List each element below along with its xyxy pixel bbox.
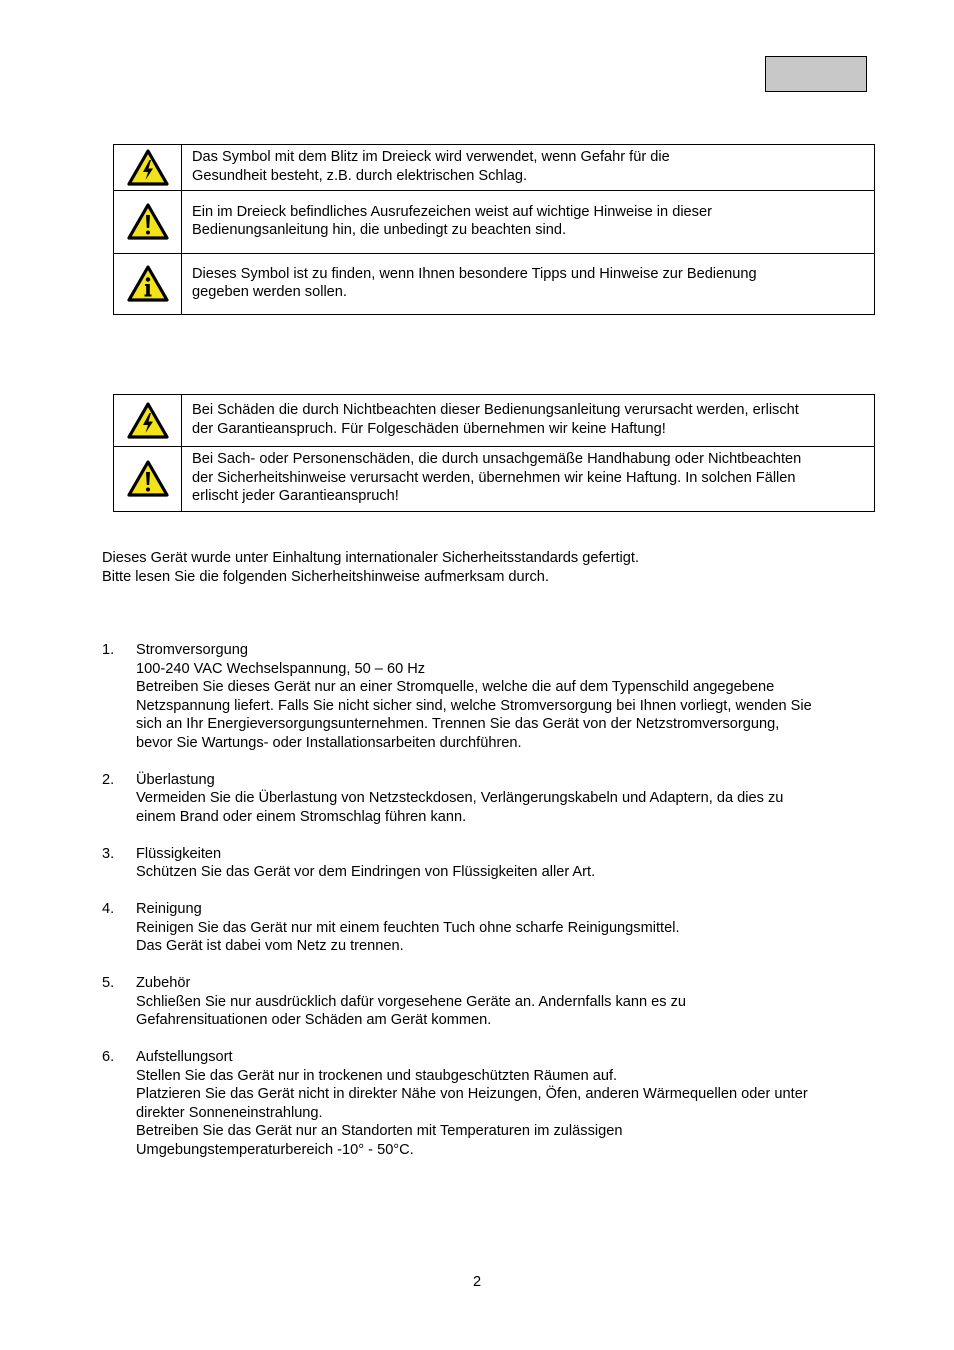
item-line: Das Gerät ist dabei vom Netz zu trennen. (136, 938, 404, 954)
item-title: Überlastung (136, 771, 215, 788)
item-line: direkter Sonneneinstrahlung. (136, 1104, 323, 1121)
item-title: Zubehör (136, 975, 191, 991)
item-line: Schließen Sie nur ausdrücklich dafür vorgesehene Geräte an. Andernfalls kann es zu (136, 993, 687, 1010)
item-line: sich an Ihr Energieversorgungsunternehmen. Trennen Sie das Gerät von der Netzstromversorgung, (136, 716, 780, 732)
item-title: Aufstellungsort (136, 1049, 233, 1065)
item-line: Platzieren Sie das Gerät nicht in direkter Nähe von Heizungen, Öfen, anderen Wärmequellen oder unter (136, 1086, 808, 1102)
item-line: Reinigen Sie das Gerät nur mit einem feuchten Tuch ohne scharfe Reinigungsmittel. (136, 919, 680, 936)
description-cell (182, 395, 875, 447)
warranty-row (114, 447, 875, 512)
page-number: 2 (472, 1274, 482, 1290)
language-tab-box (765, 56, 867, 92)
exclamation-warning-icon (114, 460, 181, 498)
warranty-table (113, 394, 875, 512)
safety-item (102, 771, 892, 827)
lightning-warning-icon (114, 149, 181, 187)
safety-item (102, 641, 892, 752)
description-line: Bedienungsanleitung hin, die unbedingt zu beachten sind. (192, 222, 567, 238)
description-line: gegeben werden sollen. (192, 284, 347, 300)
item-line: bevor Sie Wartungs- oder Installationsarbeiten durchführen. (136, 734, 522, 751)
item-line: einem Brand oder einem Stromschlag führen kann. (136, 808, 467, 825)
item-line: Netzspannung liefert. Falls Sie nicht sicher sind, welche Stromversorgung bei Ihnen vorliegt, wenden Sie (136, 697, 812, 714)
item-line: Stellen Sie das Gerät nur in trockenen und staubgeschützten Räumen auf. (136, 1067, 618, 1084)
item-number: 5. (102, 975, 115, 991)
description-line: Ein im Dreieck befindliches Ausrufezeichen weist auf wichtige Hinweise in dieser (192, 203, 712, 220)
symbol-cell (114, 145, 182, 191)
safety-item (102, 845, 892, 882)
item-line: Umgebungstemperaturbereich -10° - 50°C. (136, 1141, 414, 1158)
safety-item (102, 900, 892, 956)
item-number: 3. (102, 845, 115, 862)
exclamation-warning-icon (114, 203, 181, 241)
item-number: 4. (102, 901, 115, 917)
symbol-row (114, 254, 875, 315)
symbol-cell (114, 191, 182, 254)
safety-item (102, 1048, 892, 1159)
description-line: Bei Sach- oder Personenschäden, die durch unsachgemäße Handhabung oder Nichtbeachten (192, 451, 802, 468)
description-line: der Garantieanspruch. Für Folgeschäden übernehmen wir keine Haftung! (192, 420, 666, 437)
item-number: 2. (102, 771, 115, 788)
info-warning-icon (114, 265, 181, 303)
description-line: erlischt jeder Garantieanspruch! (192, 488, 399, 505)
intro-line: Bitte lesen Sie die folgenden Sicherheitshinweise aufmerksam durch. (102, 568, 549, 585)
intro-text (102, 549, 882, 586)
description-line: der Sicherheitshinweise verursacht werden, übernehmen wir keine Haftung. In solchen Fällen (192, 469, 796, 486)
item-line: Vermeiden Sie die Überlastung von Netzsteckdosen, Verlängerungskabeln und Adaptern, da dies zu (136, 790, 784, 806)
symbols-table (113, 144, 875, 315)
symbol-cell (114, 254, 182, 315)
item-line: Betreiben Sie dieses Gerät nur an einer Stromquelle, welche die auf dem Typenschild angegebene (136, 679, 775, 695)
item-title: Reinigung (136, 901, 202, 917)
description-line: Gesundheit besteht, z.B. durch elektrischen Schlag. (192, 167, 528, 184)
description-line: Dieses Symbol ist zu finden, wenn Ihnen besondere Tipps und Hinweise zur Bedienung (192, 265, 757, 282)
lightning-warning-icon (114, 402, 181, 440)
item-line: Schützen Sie das Gerät vor dem Eindringen von Flüssigkeiten aller Art. (136, 864, 596, 880)
symbol-cell (114, 447, 182, 512)
item-line: Betreiben Sie das Gerät nur an Standorten mit Temperaturen im zulässigen (136, 1123, 623, 1139)
description-line: Bei Schäden die durch Nichtbeachten dieser Bedienungsanleitung verursacht werden, erlischt (192, 402, 799, 418)
symbol-row (114, 191, 875, 254)
safety-item (102, 974, 892, 1030)
item-number: 1. (102, 642, 115, 658)
symbol-cell (114, 395, 182, 447)
description-cell (182, 254, 875, 315)
item-line: 100-240 VAC Wechselspannung, 50 – 60 Hz (136, 660, 426, 677)
item-line: Gefahrensituationen oder Schäden am Gerät kommen. (136, 1012, 492, 1028)
warranty-row (114, 395, 875, 447)
item-number: 6. (102, 1049, 115, 1065)
safety-instructions-list (102, 641, 892, 1178)
intro-line: Dieses Gerät wurde unter Einhaltung internationaler Sicherheitsstandards gefertigt. (102, 550, 640, 566)
item-title: Flüssigkeiten (136, 845, 222, 862)
item-title: Stromversorgung (136, 642, 248, 658)
description-cell (182, 191, 875, 254)
description-cell (182, 145, 875, 191)
description-cell (182, 447, 875, 512)
symbol-row (114, 145, 875, 191)
description-line: Das Symbol mit dem Blitz im Dreieck wird verwendet, wenn Gefahr für die (192, 149, 670, 165)
